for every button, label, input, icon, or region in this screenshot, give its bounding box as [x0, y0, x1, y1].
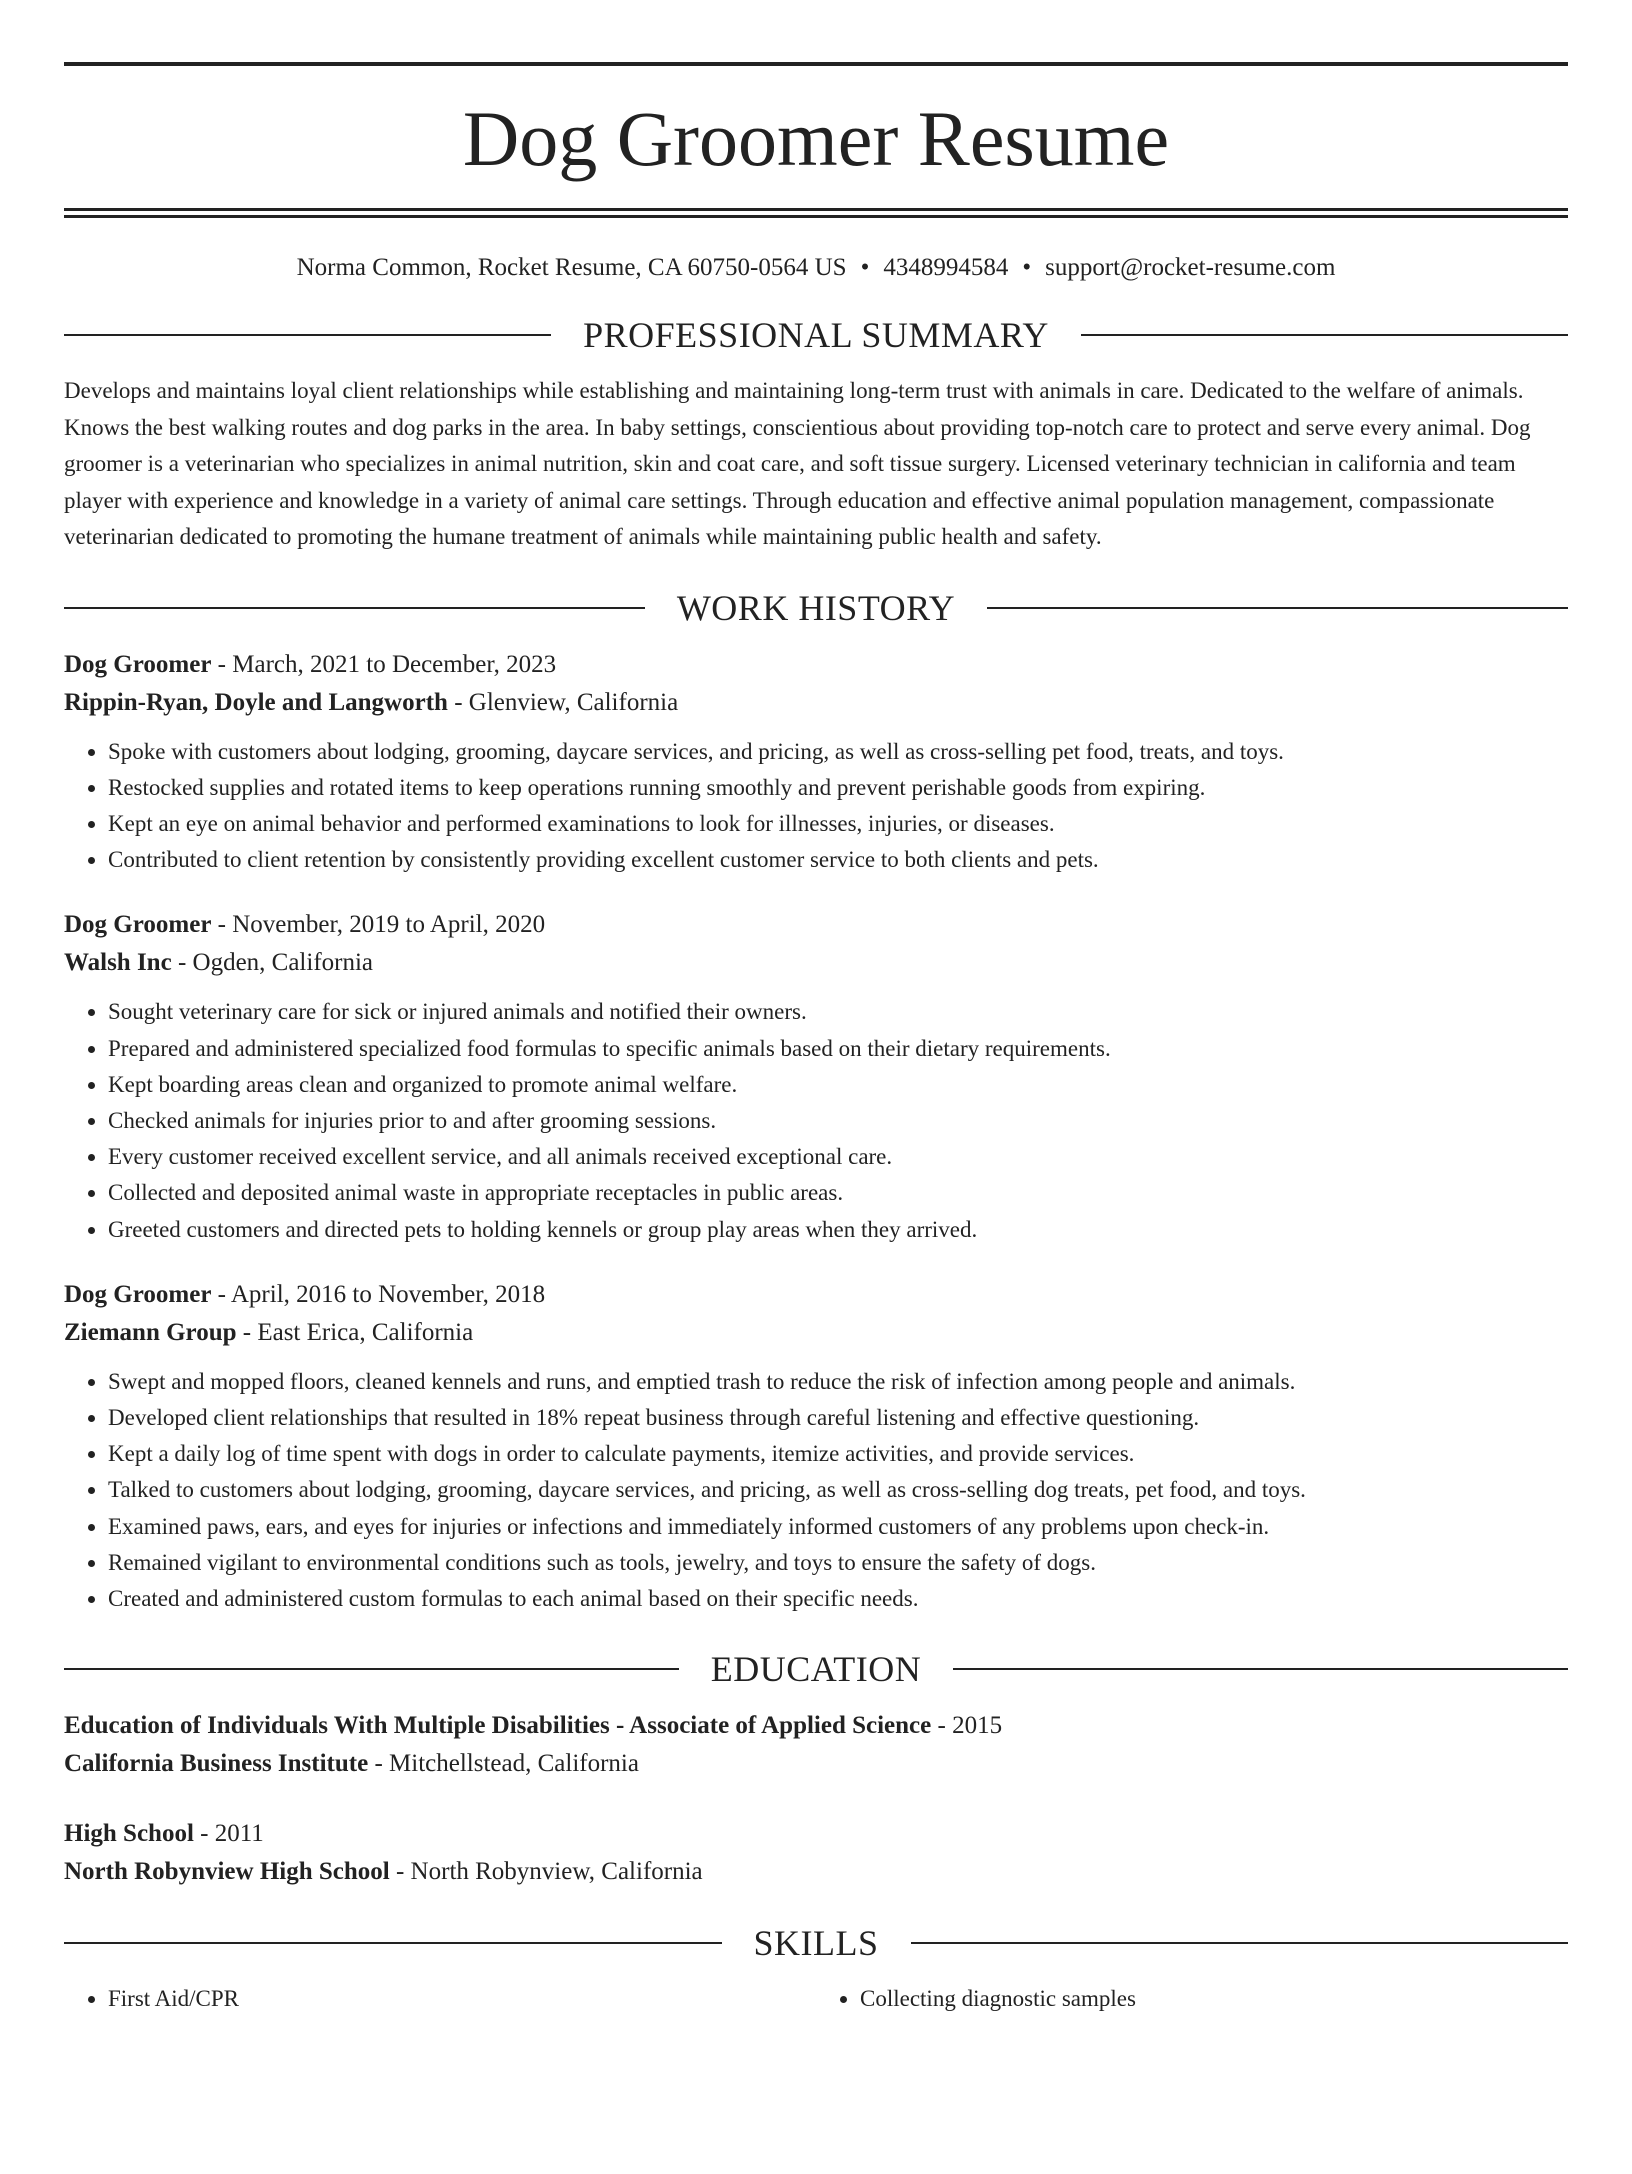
skills-list-left	[64, 1981, 816, 2017]
heading-rule	[911, 1942, 1569, 1944]
education-location: - North Robynview, California	[389, 1858, 703, 1886]
bullet-item: • Talked to customers about lodging, grooming, daycare services, and pricing, as well as cross-selling dog treats, pet food, and toys.	[108, 1472, 1568, 1508]
section-heading-education	[64, 1649, 1568, 1690]
bullet-item: • Collected and deposited animal waste in appropriate receptacles in public areas.	[108, 1175, 1568, 1211]
job-entry	[64, 906, 1568, 1247]
section-heading-skills	[64, 1923, 1568, 1964]
skills-grid	[64, 1981, 1568, 2017]
top-rule	[64, 62, 1568, 66]
job-company: Walsh Inc	[64, 949, 172, 977]
bullet-item: • Checked animals for injuries prior to and after grooming sessions.	[108, 1103, 1568, 1139]
bullet-item: • Restocked supplies and rotated items to keep operations running smoothly and prevent perishable goods from expiring.	[108, 770, 1568, 806]
section-heading-work	[64, 587, 1568, 628]
bullet-item: • Created and administered custom formulas to each animal based on their specific needs.	[108, 1581, 1568, 1617]
heading-rule	[64, 1668, 679, 1670]
heading-rule	[64, 1942, 722, 1944]
job-title-line	[64, 1276, 1568, 1314]
title-double-rule	[64, 208, 1568, 218]
education-degree-line	[64, 1707, 1568, 1745]
job-company-line	[64, 684, 1568, 722]
education-school: North Robynview High School	[64, 1858, 390, 1886]
job-company-line	[64, 944, 1568, 982]
job-title-line	[64, 646, 1568, 684]
job-entry	[64, 1276, 1568, 1617]
heading-rule	[1081, 334, 1568, 336]
education-degree: Education of Individuals With Multiple Disabilities - Associate of Applied Science	[64, 1712, 932, 1740]
job-company-line	[64, 1314, 1568, 1352]
education-school: California Business Institute	[64, 1750, 369, 1778]
heading-rule	[987, 607, 1568, 609]
contact-address: Norma Common, Rocket Resume, CA 60750-0564 US	[296, 254, 847, 281]
education-degree-line	[64, 1815, 1568, 1853]
job-dates: - April, 2016 to November, 2018	[211, 1280, 546, 1308]
contact-phone: 4348994584	[883, 254, 1009, 281]
job-bullets	[64, 994, 1568, 1247]
job-bullets	[64, 1364, 1568, 1617]
heading-rule	[953, 1668, 1568, 1670]
bullet-item: • Kept an eye on animal behavior and performed examinations to look for illnesses, injuries, or diseases.	[108, 806, 1568, 842]
heading-rule	[64, 607, 645, 609]
job-title: Dog Groomer	[64, 650, 212, 678]
bullet-item: • Prepared and administered specialized food formulas to specific animals based on their dietary requirements.	[108, 1031, 1568, 1067]
bullet-item: • Greeted customers and directed pets to holding kennels or group play areas when they arrived.	[108, 1212, 1568, 1248]
job-company: Ziemann Group	[64, 1318, 237, 1346]
heading-rule	[64, 334, 551, 336]
education-degree: High School	[64, 1820, 194, 1848]
education-year: - 2015	[931, 1712, 1003, 1740]
summary-text: Develops and maintains loyal client relationships while establishing and maintaining long-term trust with animals in care. Dedicated to the welfare of animals. Knows the best walking routes and dog parks in the area. In baby settings, conscientious about providing top-notch care to protect and serve every animal. Dog groomer is a veterinarian who specializes in animal nutrition, skin and coat care, and soft tissue surgery. Licensed veterinary technician in california and team player with experience and knowledge in a variety of animal care settings. Through education and effective animal population management, compassionate veterinarian dedicated to promoting the humane treatment of animals while maintaining public health and safety.	[64, 378, 1531, 549]
bullet-item: • Every customer received excellent service, and all animals received exceptional care.	[108, 1139, 1568, 1175]
bullet-item: • Contributed to client retention by consistently providing excellent customer service to both clients and pets.	[108, 842, 1568, 878]
job-title-line	[64, 906, 1568, 944]
bullet-item: • Spoke with customers about lodging, grooming, daycare services, and pricing, as well as cross-selling pet food, treats, and toys.	[108, 734, 1568, 770]
section-title: PROFESSIONAL SUMMARY	[583, 315, 1049, 355]
contact-separator: •	[860, 254, 870, 281]
education-entry	[64, 1707, 1568, 1783]
bullet-item: • Examined paws, ears, and eyes for injuries or infections and immediately informed customers of any problems upon check-in.	[108, 1509, 1568, 1545]
job-location: - Glenview, California	[447, 688, 679, 716]
education-year: - 2011	[193, 1820, 264, 1848]
bullet-item: • Kept boarding areas clean and organized to promote animal welfare.	[108, 1067, 1568, 1103]
resume-page	[0, 62, 1632, 2174]
bullet-item: • Remained vigilant to environmental conditions such as tools, jewelry, and toys to ensure the safety of dogs.	[108, 1545, 1568, 1581]
skill-item: • Collecting diagnostic samples	[860, 1981, 1568, 2017]
bullet-item: • Developed client relationships that resulted in 18% repeat business through careful listening and effective questioning.	[108, 1400, 1568, 1436]
section-title: SKILLS	[753, 1923, 879, 1964]
job-company: Rippin-Ryan, Doyle and Langworth	[64, 688, 448, 716]
education-location: - Mitchellstead, California	[368, 1750, 639, 1778]
job-entry	[64, 646, 1568, 879]
job-dates: - March, 2021 to December, 2023	[211, 650, 557, 678]
bullet-item: • Swept and mopped floors, cleaned kennels and runs, and emptied trash to reduce the risk of infection among people and animals.	[108, 1364, 1568, 1400]
job-title: Dog Groomer	[64, 1280, 212, 1308]
contact-email: support@rocket-resume.com	[1045, 254, 1336, 281]
section-title: WORK HISTORY	[676, 587, 956, 628]
bullet-item: • Sought veterinary care for sick or injured animals and notified their owners.	[108, 994, 1568, 1030]
contact-separator: •	[1022, 254, 1032, 281]
job-title: Dog Groomer	[64, 911, 212, 939]
education-entry	[64, 1815, 1568, 1891]
section-title: EDUCATION	[710, 1649, 922, 1690]
job-dates: - November, 2019 to April, 2020	[211, 911, 546, 939]
job-location: - East Erica, California	[236, 1318, 474, 1346]
education-school-line	[64, 1745, 1568, 1783]
bullet-item: • Kept a daily log of time spent with dogs in order to calculate payments, itemize activities, and provide services.	[108, 1436, 1568, 1472]
skills-list-right	[816, 1981, 1568, 2017]
job-bullets	[64, 734, 1568, 879]
section-heading-summary	[64, 317, 1568, 353]
resume-title: Dog Groomer Resume	[462, 95, 1170, 182]
education-school-line	[64, 1853, 1568, 1891]
job-location: - Ogden, California	[171, 949, 374, 977]
skill-item: • First Aid/CPR	[108, 1981, 816, 2017]
contact-line	[64, 253, 1568, 283]
